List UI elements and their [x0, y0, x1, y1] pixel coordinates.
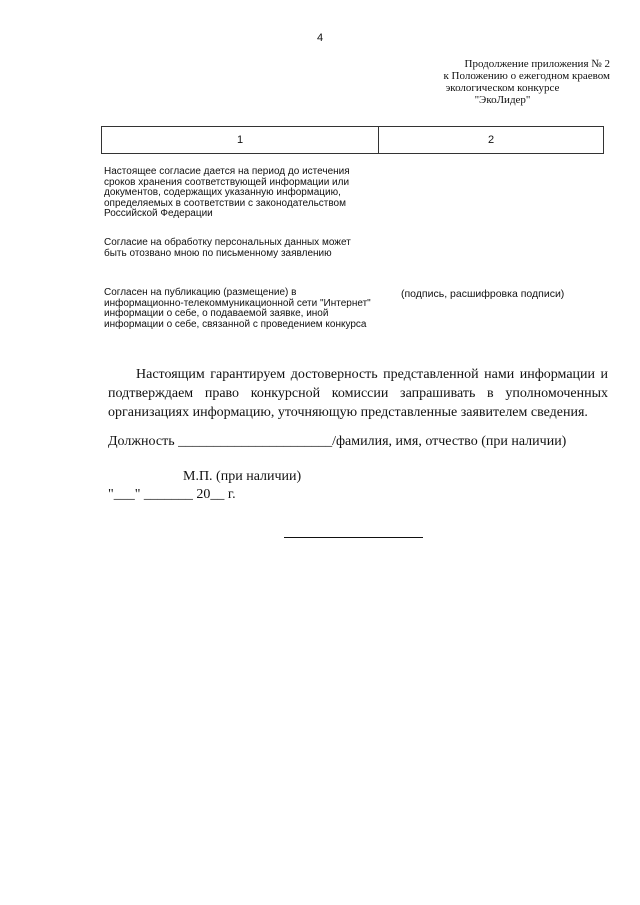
consent-publish-text: Согласен на публикацию (размещение) в информационно-телекоммуникационной сети "Интернет" информации о себе, о подаваемой заявке, иной информации о себе, связанной с проведением конкурса [104, 287, 371, 330]
column-header-1: 1 [102, 127, 379, 153]
page-number: 4 [316, 32, 324, 44]
consent-withdraw-text: Согласие на обработку персональных данных может быть отозвано мною по письменному заявлению [104, 237, 351, 259]
date-line: "___" _______ 20__ г. [108, 487, 236, 502]
position-line: Должность ______________________/фамилия, имя, отчество (при наличии) [108, 434, 567, 449]
consent-period-text: Настоящее согласие дается на период до истечения сроков хранения соответствующей информации или документов, содержащих указанную информацию, определяемых в соответствии с законодательством Российской Федерации [104, 166, 350, 219]
column-header-table [101, 126, 604, 154]
appendix-line-2: к Положению о ежегодном краевом [443, 70, 610, 82]
column-header-2: 2 [487, 134, 495, 146]
signature-caption: (подпись, расшифровка подписи) [401, 288, 565, 300]
guarantee-paragraph [108, 365, 608, 422]
appendix-line-1: Продолжение приложения № 2 [464, 58, 610, 70]
appendix-line-3: экологическом конкурсе [445, 82, 560, 94]
appendix-line-4: "ЭкоЛидер" [474, 94, 531, 106]
guarantee-text: Настоящим гарантируем достоверность представленной нами информации и подтверждаем право конкурсной комиссии запрашивать в уполномоченных организациях информацию, уточняющую представленные заявителем сведения. [108, 367, 608, 420]
signature-line [284, 537, 423, 538]
stamp-placeholder: М.П. (при наличии) [183, 469, 302, 484]
appendix-reference [395, 58, 610, 106]
